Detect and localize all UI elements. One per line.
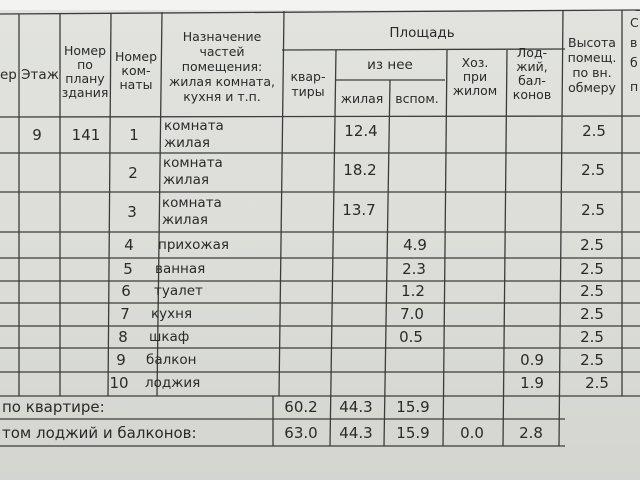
room-1-height: 2.5 — [582, 122, 606, 140]
header-cut-right-4: п — [630, 79, 639, 94]
header-plan-number-4: здания — [61, 85, 109, 100]
room-8-aux: 0.5 — [399, 328, 423, 346]
total-with-loggias-area: 63.0 — [284, 424, 318, 442]
header-living: жилая — [340, 91, 384, 106]
header-purpose-3: помещения: — [181, 59, 263, 74]
room-3-number: 3 — [127, 203, 137, 221]
header-purpose-1: Назначение — [182, 29, 262, 44]
header-of-which: из нее — [367, 57, 413, 73]
room-7-aux: 7.0 — [400, 305, 424, 323]
room-3-name-2: жилая — [162, 212, 208, 228]
room-10-height: 2.5 — [585, 374, 609, 392]
header-loggia-3: бал- — [518, 73, 546, 88]
room-7-height: 2.5 — [580, 305, 604, 323]
header-cut-right-3: б — [630, 55, 638, 70]
total-with-loggias-aux: 15.9 — [396, 424, 430, 442]
header-cut-left: ер — [0, 67, 17, 83]
room-1-number: 1 — [129, 126, 139, 144]
header-utility-2: при — [462, 69, 488, 84]
header-utility-1: Хоз. — [461, 55, 489, 70]
header-apartment-1: квар- — [290, 69, 326, 84]
total-apartment-label: по квартире: — [2, 398, 105, 416]
room-8-number: 8 — [118, 328, 128, 346]
room-3-height: 2.5 — [581, 201, 605, 219]
room-9-number: 9 — [116, 351, 126, 369]
room-10-number: 10 — [109, 374, 129, 392]
header-cut-right-1: С — [630, 15, 639, 30]
header-cut-right-2: в — [630, 35, 638, 50]
room-7-number: 7 — [120, 305, 130, 323]
room-8-name: шкаф — [149, 329, 190, 345]
room-4-aux: 4.9 — [403, 236, 427, 254]
room-1-name-1: комната — [164, 118, 224, 134]
header-plan-number-2: по — [77, 57, 93, 72]
header-purpose-5: кухня и т.п. — [183, 89, 261, 104]
header-loggia-1: Лод- — [516, 45, 548, 60]
header-area: Площадь — [389, 25, 455, 41]
room-4-number: 4 — [124, 236, 134, 254]
header-floor: Этаж — [21, 67, 59, 83]
total-apartment-area: 60.2 — [284, 398, 318, 416]
room-7-name: кухня — [151, 306, 193, 322]
header-loggia-4: конов — [512, 87, 552, 102]
room-10-name: лоджия — [145, 375, 201, 391]
total-with-loggias-balcony: 2.8 — [519, 424, 543, 442]
header-plan-number-3: плану — [65, 71, 105, 86]
room-9-name: балкон — [146, 352, 197, 368]
room-4-height: 2.5 — [580, 236, 604, 254]
room-5-aux: 2.3 — [402, 260, 426, 278]
total-apartment-aux: 15.9 — [396, 398, 430, 416]
room-1-living: 12.4 — [344, 122, 378, 140]
header-room-number-2: ком- — [121, 63, 151, 78]
room-4-name: прихожая — [158, 237, 229, 253]
header-utility-3: жилом — [452, 83, 498, 98]
room-3-name-1: комната — [162, 195, 222, 211]
room-9-balcony: 0.9 — [520, 351, 544, 369]
floor-value: 9 — [32, 126, 42, 144]
header-purpose-2: частей — [199, 44, 245, 59]
header-height-1: Высота — [568, 35, 616, 50]
total-apartment-living: 44.3 — [339, 398, 373, 416]
room-5-height: 2.5 — [580, 260, 604, 278]
room-6-aux: 1.2 — [401, 282, 425, 300]
room-10-balcony: 1.9 — [520, 374, 544, 392]
room-6-number: 6 — [121, 282, 131, 300]
header-purpose-4: жилая комната, — [169, 74, 275, 89]
room-9-height: 2.5 — [580, 351, 604, 369]
header-room-number-1: Номер — [114, 49, 158, 64]
room-5-name: ванная — [155, 261, 206, 277]
room-1-name-2: жилая — [164, 135, 210, 151]
total-with-loggias-utility: 0.0 — [460, 424, 484, 442]
header-height-4: обмеру — [568, 80, 616, 95]
header-auxiliary: вспом. — [395, 91, 439, 106]
room-2-name-1: комната — [163, 155, 223, 171]
header-loggia-2: жий, — [516, 59, 548, 74]
room-2-name-2: жилая — [163, 172, 209, 188]
total-with-loggias-living: 44.3 — [339, 424, 373, 442]
total-with-loggias-label: том лоджий и балконов: — [2, 424, 197, 442]
header-height-3: по вн. — [572, 65, 612, 80]
plan-value: 141 — [71, 126, 101, 144]
header-plan-number-1: Номер — [63, 43, 107, 58]
room-5-number: 5 — [123, 260, 133, 278]
room-2-living: 18.2 — [343, 161, 377, 179]
header-height-2: помещ. — [567, 50, 617, 65]
room-2-number: 2 — [128, 164, 138, 182]
room-8-height: 2.5 — [580, 328, 604, 346]
room-2-height: 2.5 — [581, 161, 605, 179]
header-room-number-3: наты — [119, 77, 153, 92]
room-6-height: 2.5 — [580, 282, 604, 300]
room-3-living: 13.7 — [342, 201, 376, 219]
header-apartment-2: тиры — [291, 84, 325, 99]
room-6-name: туалет — [154, 283, 203, 299]
